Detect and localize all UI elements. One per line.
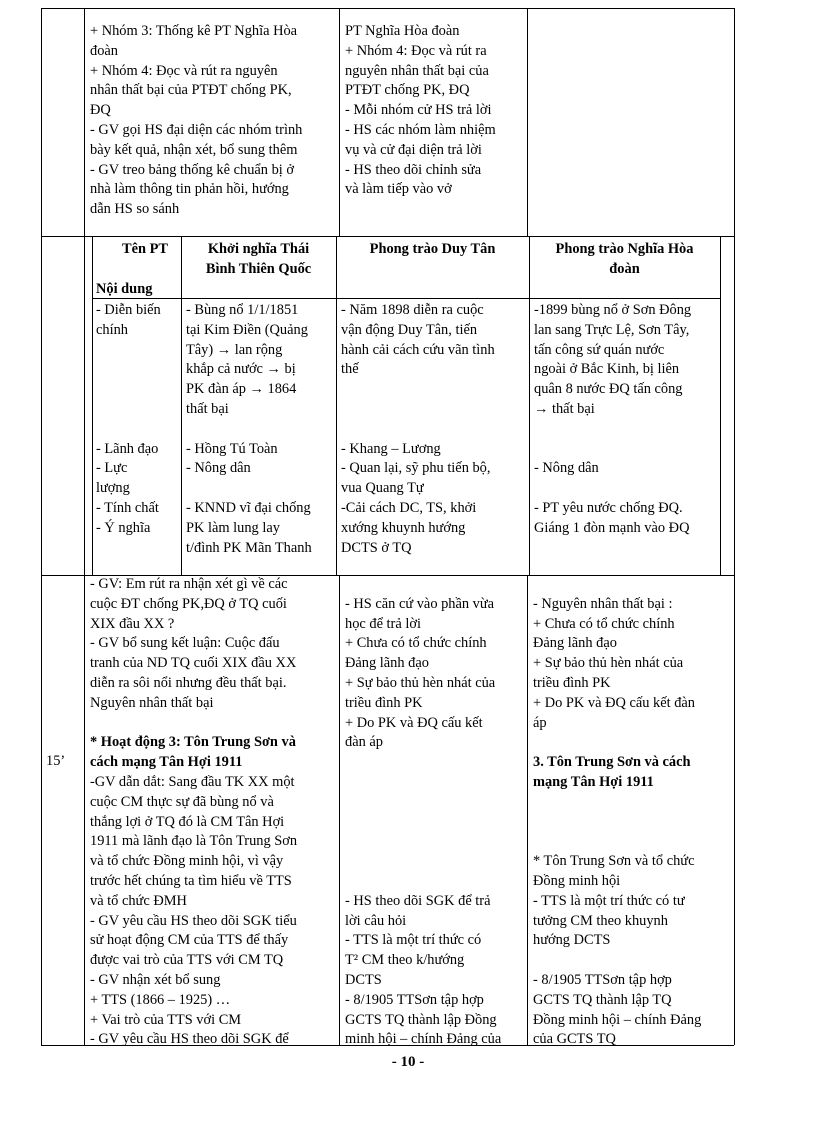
text-line: - Nguyên nhân thất bại : xyxy=(533,595,673,612)
text-line: - 8/1905 TTSơn tập hợp xyxy=(533,971,672,988)
text-line: + Nhóm 4: Đọc và rút ra xyxy=(345,42,487,59)
text-line: -1899 bùng nổ ở Sơn Đông xyxy=(534,302,692,318)
top-teacher-activities xyxy=(90,22,302,220)
text-line: - HS các nhóm làm nhiệm xyxy=(345,121,496,138)
text-line: hướng DCTS xyxy=(533,932,611,949)
text-line xyxy=(534,479,691,499)
text-line: - GV gọi HS đại diện các nhóm trình xyxy=(90,121,303,138)
text-line: Giáng 1 đòn mạnh vào ĐQ xyxy=(534,519,690,536)
text-line: - PT yêu nước chống ĐQ. xyxy=(534,499,683,516)
text-line: DCTS ở TQ xyxy=(341,539,412,556)
inner-col-divider-1 xyxy=(181,236,182,575)
text-line: triều đình PK xyxy=(345,694,423,711)
comparison-col1 xyxy=(186,301,312,558)
text-line: nhân thất bại của PTĐT chống PK, xyxy=(90,82,292,99)
header-corner-bottom xyxy=(96,280,152,300)
text-line: của GCTS TQ xyxy=(533,1031,616,1048)
text-line: vận động Duy Tân, tiến xyxy=(341,321,478,338)
text-line: → thất bại xyxy=(534,400,595,417)
text-line: Đồng minh hội xyxy=(533,872,621,889)
text-line: minh hội – chính Đảng của xyxy=(345,1031,502,1048)
header-text: Tên PT xyxy=(122,241,168,257)
text-line: ĐQ xyxy=(90,102,111,119)
text-line: - Khang – Lương xyxy=(341,440,441,457)
bottom-content xyxy=(533,575,701,1050)
text-line: - GV yêu cầu HS theo dõi SGK tiểu xyxy=(90,912,297,929)
text-line: tưởng CM theo khuynh xyxy=(533,912,668,929)
text-line: vua Quang Tự xyxy=(341,480,424,497)
text-line: tranh của ND TQ cuối XIX đầu XX xyxy=(90,655,297,672)
text-line xyxy=(345,872,501,892)
text-line: - GV treo bảng thống kê chuẩn bị ở xyxy=(90,161,294,178)
text-line: - Tính chất xyxy=(96,499,159,516)
text-line xyxy=(96,420,161,440)
text-line: được vai trò của TTS với CM TQ xyxy=(90,952,284,969)
text-line xyxy=(534,420,691,440)
text-line: + Chưa có tổ chức chính xyxy=(533,615,675,632)
text-line: PK đàn áp → 1864 xyxy=(186,381,297,398)
text-line: đàn áp xyxy=(345,734,383,751)
text-line: mạng Tân Hợi 1911 xyxy=(533,773,654,790)
page-number: - 10 - xyxy=(391,1054,425,1070)
inner-left-border xyxy=(92,236,93,575)
text-line: + Nhóm 3: Thống kê PT Nghĩa Hòa xyxy=(90,23,298,39)
text-line: + Sự bảo thủ hèn nhát của xyxy=(345,674,496,691)
text-line: + Sự bảo thủ hèn nhát của xyxy=(533,655,684,672)
text-line xyxy=(90,714,297,734)
text-line: - Mỗi nhóm cử HS trả lời xyxy=(345,102,492,119)
text-line: cuộc ĐT chống PK,ĐQ ở TQ cuối xyxy=(90,595,287,612)
text-line: t/đình PK Mãn Thanh xyxy=(186,539,312,556)
text-line: thắng lợi ở TQ đó là CM Tân Hợi xyxy=(90,813,285,830)
text-line: PK làm lung lay xyxy=(186,519,280,536)
header-text: đoàn xyxy=(609,260,640,277)
header-text: Bình Thiên Quốc xyxy=(205,260,312,277)
text-line: trước hết chúng ta tìm hiểu về TTS xyxy=(90,872,292,889)
text-line: - TTS là một trí thức có xyxy=(345,932,482,949)
text-line: cuộc CM thực sự đã bùng nổ và xyxy=(90,793,274,810)
text-line: Nguyên nhân thất bại xyxy=(90,694,214,711)
text-line: GCTS TQ thành lập TQ xyxy=(533,991,672,1008)
time-cell xyxy=(46,752,65,772)
header-text: Phong trào Nghĩa Hòa xyxy=(555,241,694,257)
text-line xyxy=(533,813,701,833)
header-text: Nội dung xyxy=(96,281,153,297)
text-line: nhà làm thông tin phản hồi, hướng xyxy=(90,181,289,198)
text-line: - Diễn biến xyxy=(96,302,161,318)
text-line: - GV nhận xét bổ sung xyxy=(90,971,221,988)
table-right-border xyxy=(734,8,735,1045)
text-line xyxy=(534,440,691,460)
text-line: - GV yêu cầu HS theo dõi SGK để xyxy=(90,1031,289,1048)
text-line: - Bùng nổ 1/1/1851 xyxy=(186,302,299,318)
text-line xyxy=(345,832,501,852)
text-line xyxy=(341,420,495,440)
text-line: ngoài ở Bắc Kinh, bị liên xyxy=(534,361,680,378)
text-line: cách mạng Tân Hợi 1911 xyxy=(90,754,243,771)
col-divider-teacher xyxy=(339,8,340,236)
text-line: - Hồng Tú Toàn xyxy=(186,440,278,457)
text-line: khắp cả nước → bị xyxy=(186,361,296,378)
text-line: - TTS là một trí thức có tư xyxy=(533,892,685,909)
col-divider-student-bottom xyxy=(527,575,528,1045)
text-line xyxy=(533,832,701,852)
text-line xyxy=(345,852,501,872)
text-line: xướng khuynh hướng xyxy=(341,519,466,536)
text-line: * Tôn Trung Sơn và tổ chức xyxy=(533,853,695,870)
text-line xyxy=(186,479,312,499)
header-col3 xyxy=(529,240,720,280)
text-line xyxy=(341,400,495,420)
header-text: Khởi nghĩa Thái xyxy=(207,241,310,257)
text-line: thất bại xyxy=(186,400,229,417)
text-line xyxy=(345,793,501,813)
text-line: Đảng lãnh đạo xyxy=(345,655,429,672)
text-line: 3. Tôn Trung Sơn và cách xyxy=(533,754,691,771)
text-line: Đảng lãnh đạo xyxy=(533,635,617,652)
text-line xyxy=(186,420,312,440)
text-line: - KNND vĩ đại chống xyxy=(186,499,311,516)
text-line: DCTS xyxy=(345,971,382,988)
header-corner-top xyxy=(122,240,168,260)
text-line: dẫn HS so sánh xyxy=(90,201,180,218)
col-divider-student xyxy=(527,8,528,236)
text-line: lượng xyxy=(96,480,130,497)
text-line: + Vai trò của TTS với CM xyxy=(90,1011,242,1028)
text-line: - Lãnh đạo xyxy=(96,440,159,457)
text-line xyxy=(345,753,501,773)
text-line: * Hoạt động 3: Tôn Trung Sơn và xyxy=(90,734,296,751)
text-line xyxy=(533,951,701,971)
text-line xyxy=(533,575,701,595)
text-line xyxy=(345,575,501,595)
text-line: - Nông dân xyxy=(186,460,251,477)
table-left-border xyxy=(41,8,42,1045)
row-divider-1 xyxy=(41,236,734,237)
text-line: học để trả lời xyxy=(345,615,421,632)
text-line: - Ý nghĩa xyxy=(96,519,151,536)
text-line: và tổ chức ĐMH xyxy=(90,892,187,909)
text-line: lan sang Trực Lệ, Sơn Tây, xyxy=(534,321,690,338)
text-line xyxy=(533,793,701,813)
text-line: - HS căn cứ vào phần vừa xyxy=(345,595,495,612)
text-line: + Nhóm 4: Đọc và rút ra nguyên xyxy=(90,62,278,79)
text-line: nguyên nhân thất bại của xyxy=(345,62,489,79)
text-line: tấn công sứ quán nước xyxy=(534,341,665,358)
text-line: - Lực xyxy=(96,460,128,477)
text-line: - GV bổ sung kết luận: Cuộc đấu xyxy=(90,635,280,652)
text-line: - GV: Em rút ra nhận xét gì về các xyxy=(90,576,288,592)
table-top-border xyxy=(41,8,734,9)
header-col1 xyxy=(181,240,336,280)
bottom-teacher-activities xyxy=(90,575,297,1050)
text-line xyxy=(96,380,161,400)
text-line: quân 8 nước ĐQ tấn công xyxy=(534,381,683,398)
text-line: vụ và cử đại diện trả lời xyxy=(345,141,482,158)
text-line xyxy=(345,813,501,833)
text-line: hành cải cách cứu vãn tình xyxy=(341,341,495,358)
inner-col-divider-3 xyxy=(529,236,530,575)
text-line: XIX đầu XX ? xyxy=(90,615,175,632)
text-line: đoàn xyxy=(90,42,118,59)
text-line: diễn ra sôi nổi nhưng đều thất bại. xyxy=(90,674,287,691)
inner-header-divider xyxy=(92,298,720,299)
comparison-row-labels xyxy=(96,301,161,539)
text-line: Đồng minh hội – chính Đảng xyxy=(533,1011,702,1028)
comparison-col2 xyxy=(341,301,495,558)
text-line: sử hoạt động CM của TTS để thấy xyxy=(90,932,289,949)
text-line: 1911 mà lãnh đạo là Tôn Trung Sơn xyxy=(90,833,298,850)
text-line: triều đình PK xyxy=(533,674,611,691)
text-line: -GV dẫn dắt: Sang đầu TK XX một xyxy=(90,773,295,790)
text-line xyxy=(96,400,161,420)
text-line: tại Kim Điền (Quảng xyxy=(186,321,308,338)
text-line: + Do PK và ĐQ cấu kết đàn xyxy=(533,694,695,711)
text-line: GCTS TQ thành lập Đồng xyxy=(345,1011,497,1028)
text-line: PTĐT chống PK, ĐQ xyxy=(345,82,470,99)
header-col2 xyxy=(336,240,529,260)
inner-col-divider-2 xyxy=(336,236,337,575)
text-line: áp xyxy=(533,714,547,731)
comparison-col3 xyxy=(534,301,691,539)
text-line xyxy=(96,341,161,361)
text-line: lời câu hỏi xyxy=(345,912,407,929)
text-line: - Nông dân xyxy=(534,460,599,477)
top-student-activities xyxy=(345,22,496,200)
text-line: - HS theo dõi SGK để trả xyxy=(345,892,491,909)
text-line: -Cải cách DC, TS, khởi xyxy=(341,499,477,516)
text-line: - HS theo dõi chỉnh sửa xyxy=(345,161,482,178)
text-line: Tây) → lan rộng xyxy=(186,341,283,358)
text-line: PT Nghĩa Hòa đoàn xyxy=(345,23,460,39)
text-line: - Năm 1898 diễn ra cuộc xyxy=(341,302,484,318)
text-line: - 8/1905 TTSơn tập hợp xyxy=(345,991,484,1008)
text-line: + Do PK và ĐQ cấu kết xyxy=(345,714,483,731)
inner-right-border xyxy=(720,236,721,575)
text-line: và làm tiếp vào vở xyxy=(345,181,452,198)
header-text: Phong trào Duy Tân xyxy=(369,241,496,257)
text-line xyxy=(533,733,701,753)
text-line xyxy=(96,360,161,380)
text-line: và tổ chức Đồng minh hội, vì vậy xyxy=(90,853,284,870)
text-line: chính xyxy=(96,321,128,338)
text-line: bày kết quả, nhận xét, bổ sung thêm xyxy=(90,141,298,158)
col-divider-teacher-bottom xyxy=(339,575,340,1045)
col-divider-time xyxy=(84,8,85,1045)
time-value: 15’ xyxy=(46,753,66,769)
text-line: T² CM theo k/hướng xyxy=(345,952,465,969)
text-line: - Quan lại, sỹ phu tiến bộ, xyxy=(341,460,491,477)
text-line: thế xyxy=(341,361,359,378)
text-line xyxy=(341,380,495,400)
bottom-student-activities xyxy=(345,575,501,1050)
text-line: + TTS (1866 – 1925) … xyxy=(90,991,231,1008)
text-line xyxy=(345,773,501,793)
text-line: + Chưa có tổ chức chính xyxy=(345,635,487,652)
